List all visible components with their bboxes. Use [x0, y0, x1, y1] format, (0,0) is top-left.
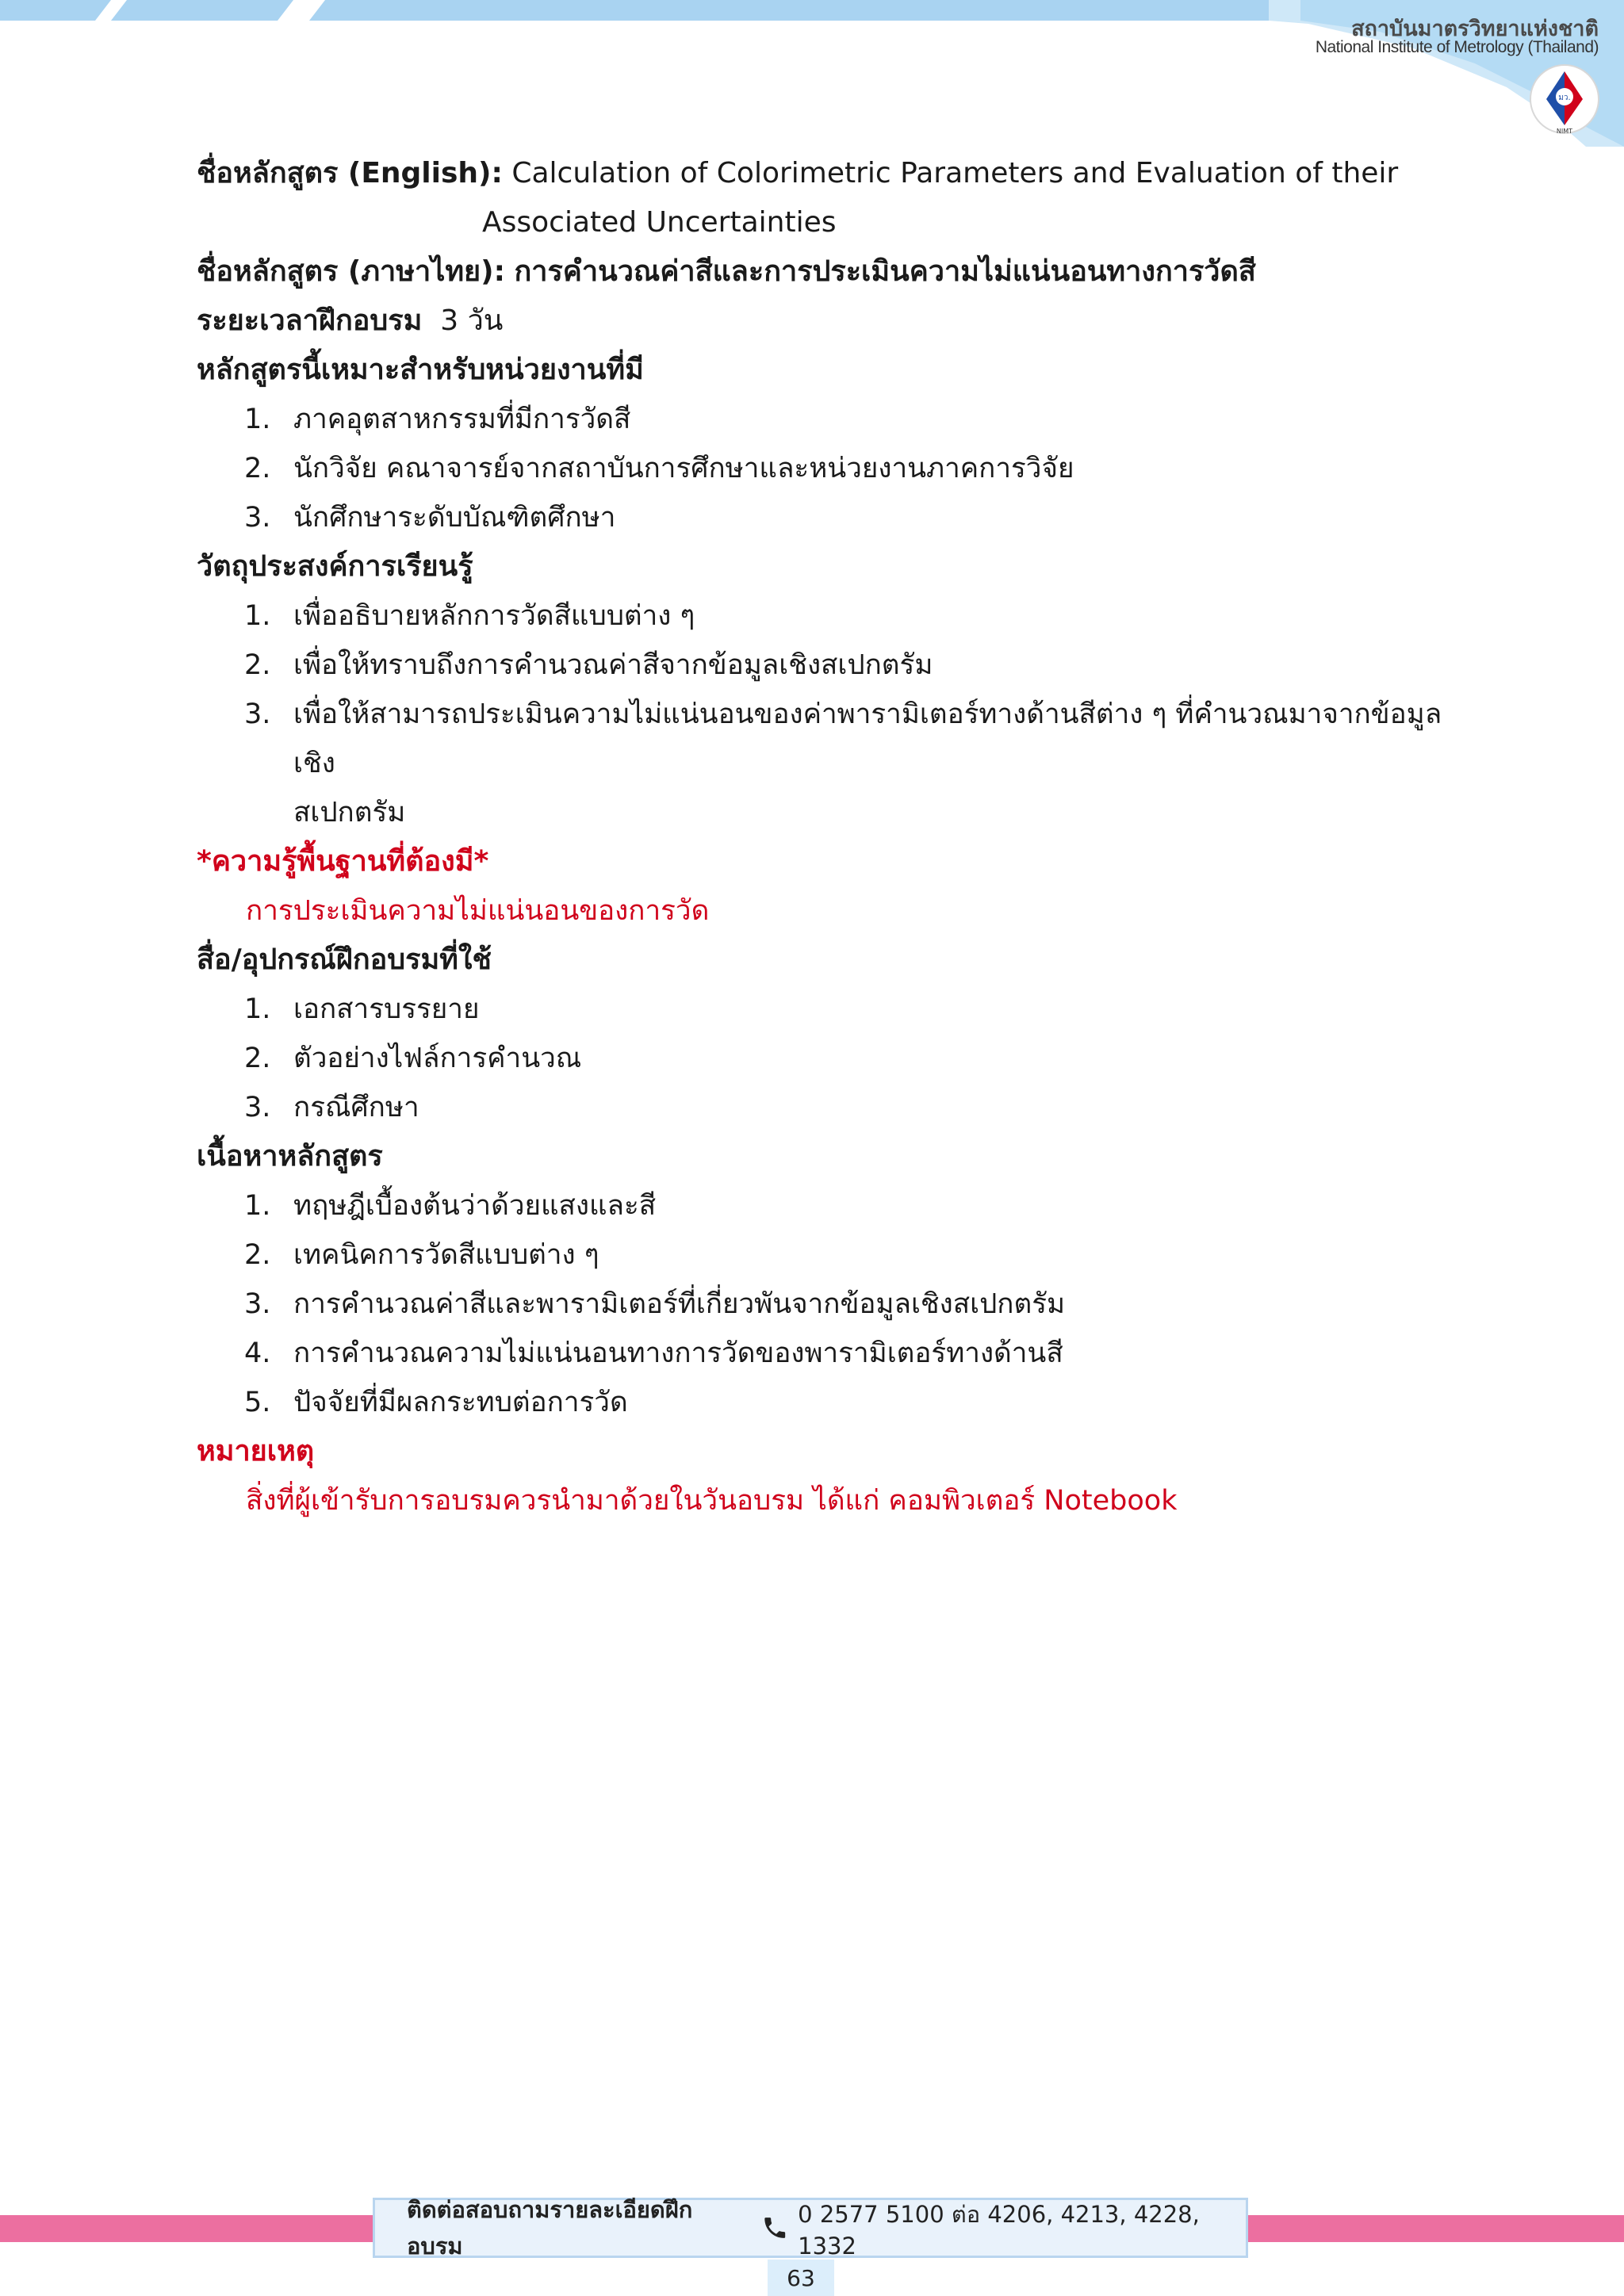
nimt-logo-icon: [1529, 63, 1600, 135]
course-title-thai: ชื่อหลักสูตร (ภาษาไทย): การคำนวณค่าสีและการประเมินความไม่แน่นอนทางการวัดสี: [197, 255, 1256, 288]
list-item: 3. กรณีศึกษา: [244, 1092, 419, 1123]
course-title-english-cont: Associated Uncertainties: [482, 206, 837, 239]
svg-text:NIMT: NIMT: [1556, 128, 1573, 135]
section-heading-prerequisite: *ความรู้พื้นฐานที่ต้องมี*: [197, 845, 489, 878]
list-item: 1. เอกสารบรรยาย: [244, 993, 480, 1025]
list-item: 1. ทฤษฎีเบื้องต้นว่าด้วยแสงและสี: [244, 1190, 657, 1222]
course-content: [197, 149, 1465, 1525]
contact-phone: 0 2577 5100 ต่อ 4206, 4213, 4228, 1332: [798, 2201, 1200, 2260]
contact-box: [373, 2198, 1248, 2258]
institute-name-english: National Institute of Metrology (Thailand): [1315, 38, 1599, 56]
page-number: 63: [768, 2260, 834, 2296]
note-text: สิ่งที่ผู้เข้ารับการอบรมควรนำมาด้วยในวันอบรม ได้แก่ คอมพิวเตอร์ Notebook: [246, 1485, 1178, 1517]
section-heading-audience: หลักสูตรนี้เหมาะสำหรับหน่วยงานที่มี: [197, 354, 644, 386]
course-title-english: ชื่อหลักสูตร (English): Calculation of Colorimetric Parameters and Evaluation of their: [197, 157, 1399, 189]
section-heading-materials: สื่อ/อุปกรณ์ฝึกอบรมที่ใช้: [197, 943, 492, 976]
institute-name-thai: สถาบันมาตรวิทยาแห่งชาติ: [1351, 17, 1599, 41]
prerequisite-text: การประเมินความไม่แน่นอนของการวัด: [246, 895, 710, 927]
list-item: 3. นักศึกษาระดับบัณฑิตศึกษา: [244, 502, 616, 534]
list-item: 2. ตัวอย่างไฟล์การคำนวณ: [244, 1043, 582, 1074]
list-item: 2. นักวิจัย คณาจารย์จากสถาบันการศึกษาและหน่วยงานภาคการวิจัย: [244, 453, 1074, 484]
list-item: 5. ปัจจัยที่มีผลกระทบต่อการวัด: [244, 1387, 628, 1418]
list-item: 2. เทคนิคการวัดสีแบบต่าง ๆ: [244, 1239, 599, 1271]
phone-icon: [761, 2214, 788, 2242]
list-item: 2. เพื่อให้ทราบถึงการคำนวณค่าสีจากข้อมูลเชิงสเปกตรัม: [244, 649, 933, 681]
list-item: 3. การคำนวณค่าสีและพารามิเตอร์ที่เกี่ยวพันจากข้อมูลเชิงสเปกตรัม: [244, 1288, 1066, 1320]
course-duration: ระยะเวลาฝึกอบรม 3 วัน: [197, 304, 504, 337]
svg-text:มว.: มว.: [1558, 94, 1571, 102]
list-item: 1. ภาคอุตสาหกรรมที่มีการวัดสี: [244, 404, 631, 435]
list-item-continuation: สเปกตรัม: [293, 797, 406, 828]
section-heading-contents: เนื้อหาหลักสูตร: [197, 1140, 383, 1173]
contact-label: ติดต่อสอบถามรายละเอียดฝึกอบรม: [407, 2196, 693, 2260]
list-item: 3. เพื่อให้สามารถประเมินความไม่แน่นอนของค่าพารามิเตอร์ทางด้านสีต่าง ๆ ที่คำนวณมาจากข้อมูลเชิง: [244, 698, 1442, 779]
section-heading-note: หมายเหตุ: [197, 1435, 315, 1468]
list-item: 4. การคำนวณความไม่แน่นอนทางการวัดของพารามิเตอร์ทางด้านสี: [244, 1337, 1063, 1369]
section-heading-objectives: วัตถุประสงค์การเรียนรู้: [197, 550, 473, 583]
list-item: 1. เพื่ออธิบายหลักการวัดสีแบบต่าง ๆ: [244, 600, 695, 632]
